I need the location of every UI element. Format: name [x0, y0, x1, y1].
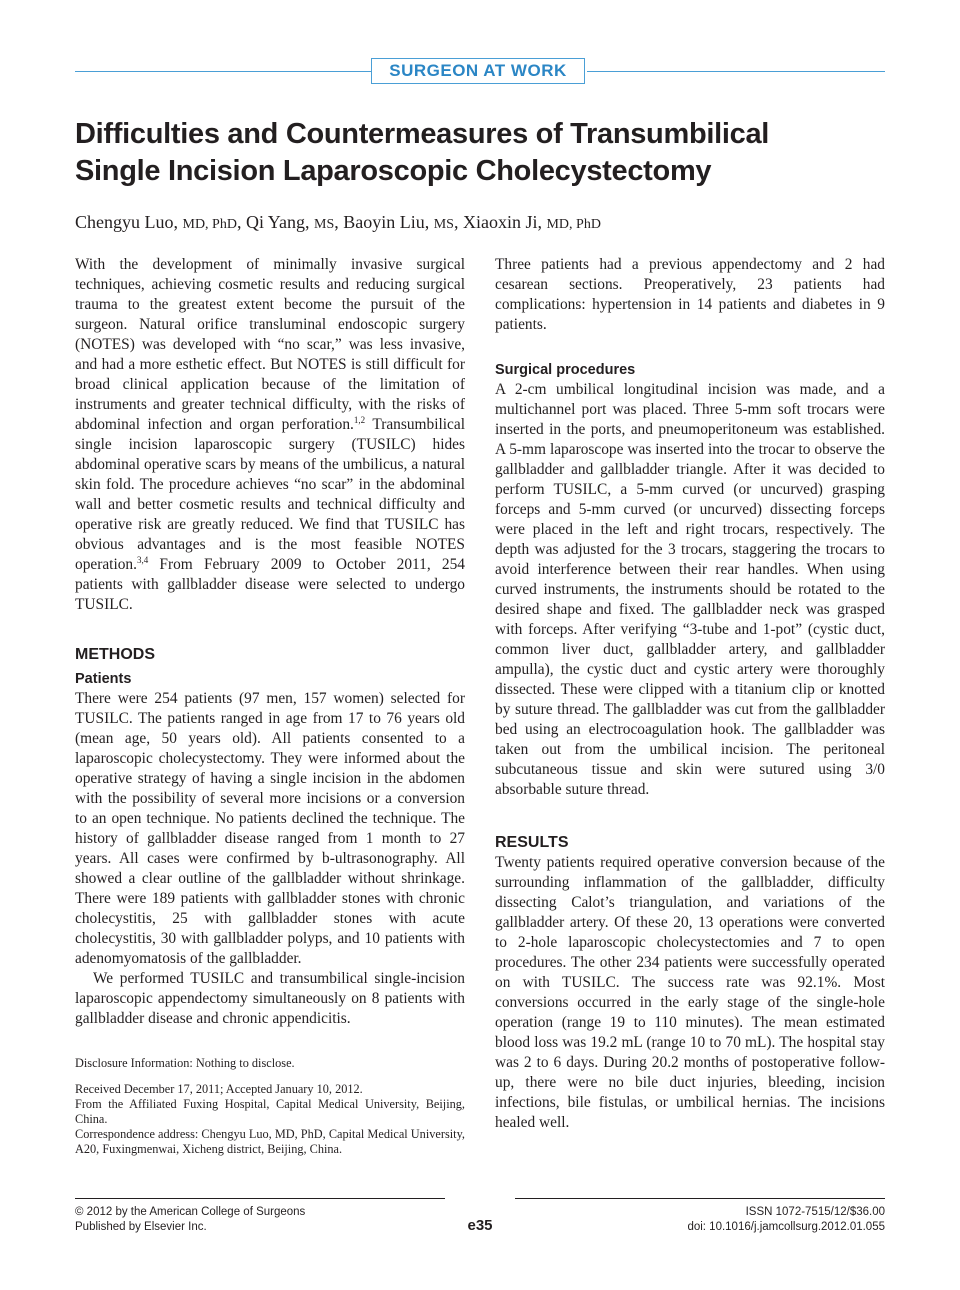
disclosure-note — [75, 1056, 465, 1071]
author-name: Xiaoxin Ji, — [462, 212, 547, 232]
author-name: Chengyu Luo, — [75, 212, 183, 232]
author-name: Qi Yang, — [245, 212, 314, 232]
procedures-paragraph: A 2-cm umbilical longitudinal incision was made, and a multichannel port was placed. Three 5-mm soft trocars were inserted in the ports, and pneumoperitoneum was established. A 5-mm laparoscope was inserted into the trocar to observe the gallbladder and gallbladder triangle. After it was decided to perform TUSILC, a 5-mm curved (or uncurved) grasping forceps and 5-mm curved (or uncurved) dissecting forceps were placed in the left and right trocars, respectively. The depth was adjusted for the 3 trocars, staggering the trocars to avoid interference between their rear handles. When using curved instruments, the instruments should be rotated to the desired shape and fixed. The gallbladder neck was grasped with forceps. After verifying “3-tube and 1-pot” (cystic duct, common liver duct, gallbladder artery, and gallbladder ampulla), the cystic duct and cystic artery were thoroughly dissected. These were clipped with a titanium clip or knotted by suture thread. The gallbladder was cut from the gallbladder bed using an electrocoagulation hook. The gallbladder was taken out from the umbilical incision. The peritoneal subcutaneous tissue and skin were sutured using 3/0 absorbable suture thread. — [495, 381, 885, 798]
author-separator: , — [236, 212, 246, 232]
procedures-heading: Surgical procedures — [495, 362, 636, 378]
intro-text-3: From February 2009 to October 2011, 254 patients with gallbladder disease were selected to undergo TUSILC. — [75, 556, 465, 613]
banner-rule-left — [75, 71, 371, 72]
footer-left — [75, 1205, 305, 1235]
copyright-text: © 2012 by the American College of Surgeons — [75, 1206, 306, 1218]
patients-paragraph-2: We performed TUSILC and transumbilical single-incision laparoscopic appendectomy simultaneously on 8 patients with gallbladder disease and chronic appendicitis. — [75, 970, 465, 1027]
author-separator: , — [334, 212, 344, 232]
author-degree: MD, PhD — [546, 217, 601, 232]
right-column — [495, 255, 885, 1133]
affiliation-note: From the Affiliated Fuxing Hospital, Capital Medical University, Beijing, China. — [75, 1097, 465, 1126]
correspondence-note: Correspondence address: Chengyu Luo, MD, PhD, Capital Medical University, A20, Fuxingmenwai, Xicheng district, Beijing, China. — [75, 1127, 465, 1156]
author-list — [75, 210, 885, 237]
results-paragraph: Twenty patients required operative conversion because of the surrounding inflammation of the gallbladder, difficulty dissecting Calot’s triangulation, and variations of the gallbladder artery. Of these 20, 13 operations were converted to 2-hole laparoscopic cholecystectomies and 7 to open procedures. The other 234 patients were successfully operated on with TUSILC. The success rate was 92.1%. Most conversions occurred in the early stage of the single-hole operation (range 19 to 110 minutes). The mean estimated blood loss was 19.2 mL (range 10 to 70 mL). The hospital stay was 2 to 6 days. During 20.2 months of postoperative follow-up, there were no bile duct injuries, bleeding, incision infections, bile fistulas, or umbilical hernias. The incisions healed well. — [495, 854, 885, 1131]
publisher-text: Published by Elsevier Inc. — [75, 1221, 207, 1233]
patients-paragraph-3: Three patients had a previous appendectomy and 2 had cesarean sections. Preoperatively, 23 patients had complications: hypertension in 14 patients and diabetes in 9 patients. — [495, 256, 885, 333]
article-title — [75, 116, 885, 190]
footer-rule-left — [75, 1198, 445, 1199]
disclosure-text: Disclosure Information: Nothing to disclose. — [75, 1056, 295, 1070]
section-banner: SURGEON AT WORK — [371, 58, 585, 84]
left-column — [75, 255, 465, 1029]
page-number: e35 — [467, 1217, 493, 1234]
citation-ref[interactable]: 3,4 — [136, 554, 149, 565]
patients-paragraph-1: There were 254 patients (97 men, 157 women) selected for TUSILC. The patients ranged in age from 17 to 76 years old (mean age, 50 years old). All patients consented to a laparoscopic cholecystectomy. They were informed about the operative strategy of having a single incision in the abdomen with the possibility of several more incisions or a conversion to an open technique. No patients declined the technique. The history of gallbladder disease ranged from 1 month to 27 years. All cases were confirmed by b-ultrasonography. All showed a clear outline of the gallbladder without shrinkage. There were 189 patients with gallbladder stones with chronic cholecystitis, 25 with gallbladder stones with acute cholecystitis, 30 with gallbladder polyps, and 10 patients with adenomyomatosis of the gallbladder. — [75, 690, 465, 967]
article-notes — [75, 1082, 465, 1157]
issn-text: ISSN 1072-7515/12/$36.00 — [745, 1206, 885, 1218]
footer-right — [687, 1205, 885, 1235]
title-line-1: Difficulties and Countermeasures of Transumbilical — [75, 118, 770, 150]
title-line-2: Single Incision Laparoscopic Cholecystectomy — [75, 155, 712, 187]
author-separator: , — [453, 212, 463, 232]
author-degree: MS — [314, 217, 335, 232]
footer-rule-right — [515, 1198, 885, 1199]
intro-text-1: With the development of minimally invasive surgical techniques, achieving cosmetic results and reducing surgical trauma to the greatest extent become the pursuit of the surgeon. Natural orifice transluminal endoscopic surgery (NOTES) was developed with “no scar,” was less invasive, and had a more esthetic effect. But NOTES is still difficult for broad clinical application because of the limitation of instruments and greater technical difficulty, with the risks of abdominal infection and organ perforation. — [75, 256, 465, 433]
methods-heading: METHODS — [75, 646, 155, 663]
author-degree: MS — [433, 217, 454, 232]
banner-rule-right — [587, 71, 885, 72]
patients-heading: Patients — [75, 671, 132, 687]
citation-ref[interactable]: 1,2 — [353, 414, 366, 425]
author-name: Baoyin Liu, — [343, 212, 434, 232]
results-heading: RESULTS — [495, 834, 569, 851]
doi-link[interactable]: doi: 10.1016/j.jamcollsurg.2012.01.055 — [687, 1221, 885, 1233]
intro-paragraph — [75, 255, 465, 615]
received-dates: Received December 17, 2011; Accepted January 10, 2012. — [75, 1082, 363, 1096]
intro-text-2: Transumbilical single incision laparoscopic surgery (TUSILC) hides abdominal operative scars by means of the umbilicus, a natural skin fold. The procedure achieves “no scar” in the abdominal wall and better cosmetic results and technical difficulty and operative risk are greatly reduced. We find that TUSILC has obvious advantages and is the most feasible NOTES operation. — [75, 416, 465, 573]
author-degree: MD, PhD — [182, 217, 237, 232]
